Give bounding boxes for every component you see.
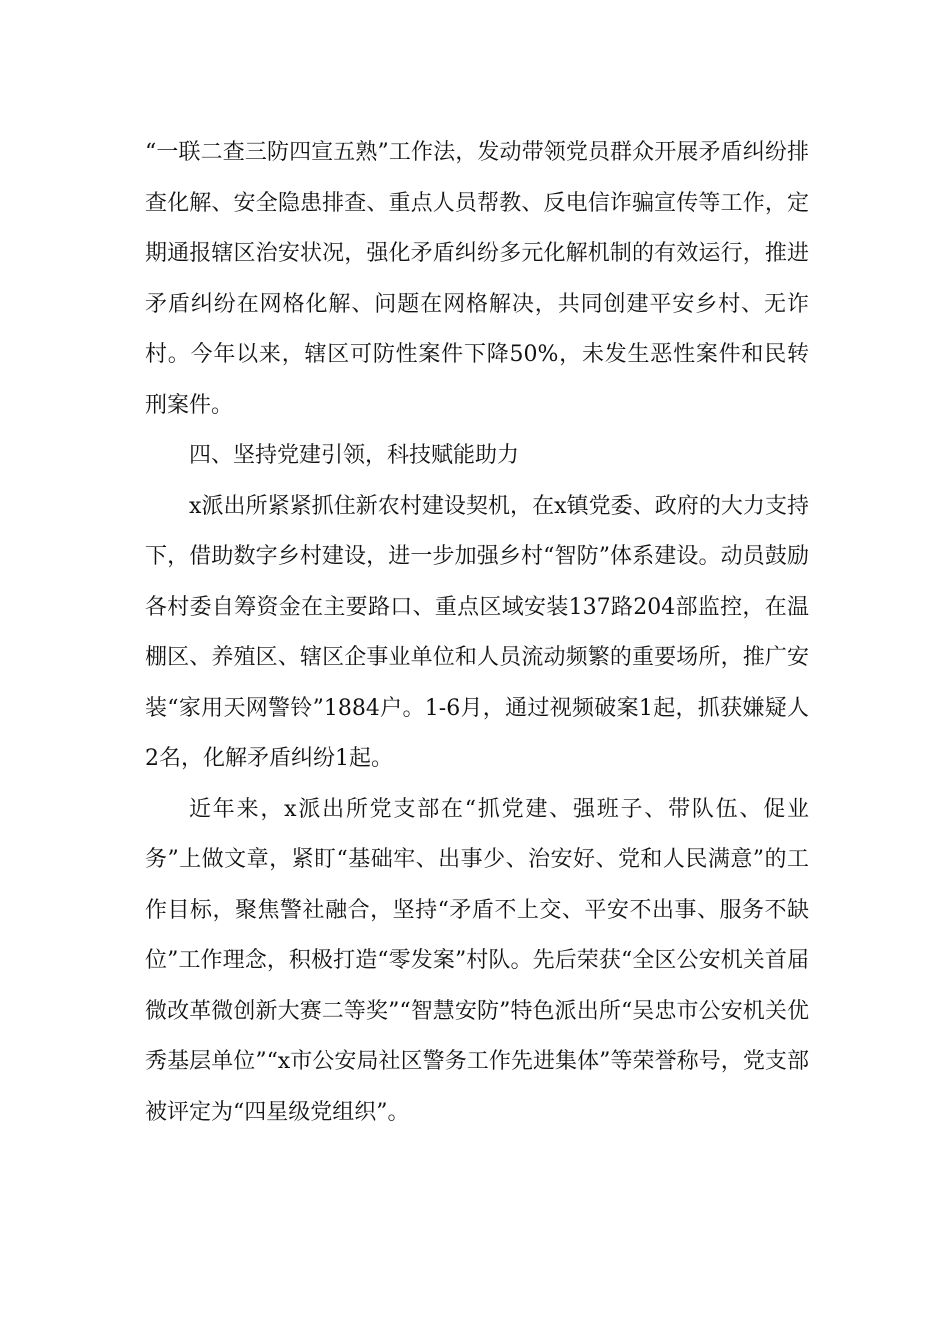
paragraph-body: x派出所紧紧抓住新农村建设契机，在x镇党委、政府的大力支持下，借助数字乡村建设，进一步加强乡村“智防”体系建设。动员鼓励各村委自筹资金在主要路口、重点区域安装137路204部监控，在温棚区、养殖区、辖区企事业单位和人员流动频繁的重要场所，推广安装“家用天网警铃”1884户。1-6月，通过视频破案1起，抓获嫌疑人2名，化解矛盾纠纷1起。: [145, 493, 809, 771]
paragraph-body: 近年来，x派出所党支部在“抓党建、强班子、带队伍、促业务”上做文章，紧盯“基础牢、出事少、治安好、党和人民满意”的工作目标，聚焦警社融合，坚持“矛盾不上交、平安不出事、服务不缺位”工作理念，积极打造“零发案”村队。先后荣获“全区公安机关首届微改革微创新大赛二等奖”“智慧安防”特色派出所“吴忠市公安机关优秀基层单位”“x市公安局社区警务工作先进集体”等荣誉称号，党支部被评定为“四星级党组织”。: [145, 796, 809, 1125]
document-page: [145, 128, 809, 1138]
section-heading: 四、坚持党建引领，科技赋能助力: [189, 443, 520, 468]
paragraph-continuation: “一联二查三防四宣五熟”工作法，发动带领党员群众开展矛盾纠纷排查化解、安全隐患排查、重点人员帮教、反电信诈骗宣传等工作，定期通报辖区治安状况，强化矛盾纠纷多元化解机制的有效运行，推进矛盾纠纷在网格化解、问题在网格解决，共同创建平安乡村、无诈村。今年以来，辖区可防性案件下降50%，未发生恶性案件和民转刑案件。: [145, 140, 809, 418]
